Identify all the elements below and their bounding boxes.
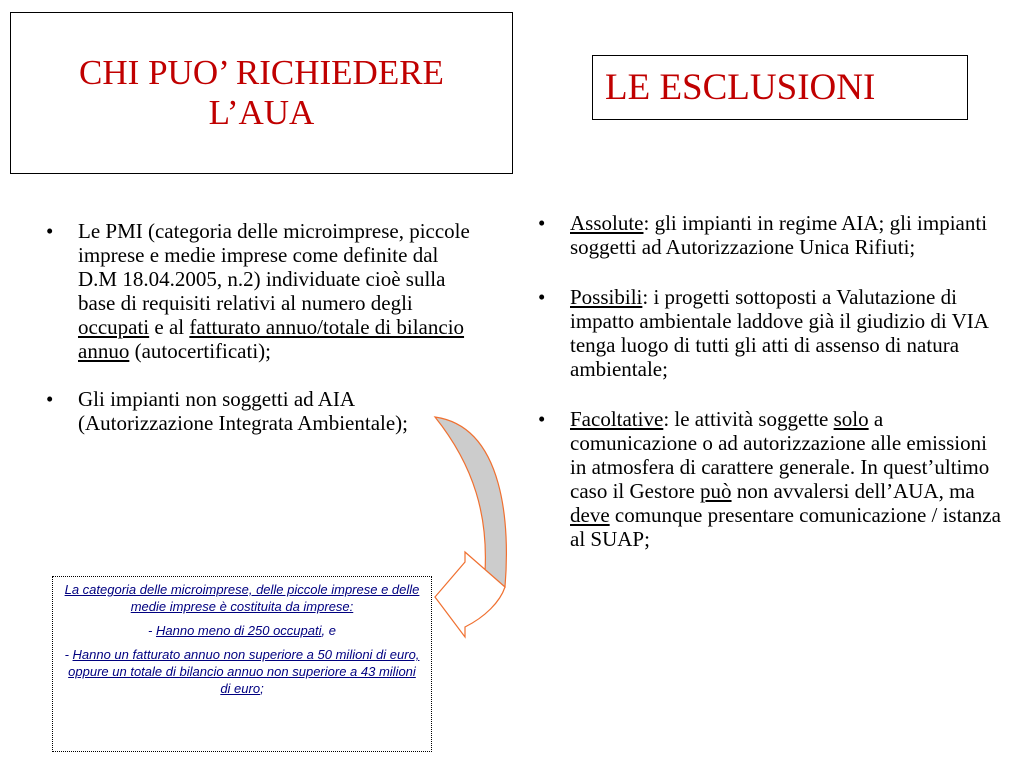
- note-item-2-dash: -: [64, 647, 73, 662]
- note-item-2-suffix: ;: [260, 681, 264, 696]
- curved-arrow-icon: [430, 412, 530, 647]
- bullet-facoltative-text-3: non avvalersi dell’AUA, ma: [731, 479, 975, 503]
- title-right-text: LE ESCLUSIONI: [605, 67, 876, 108]
- note-item-1: [63, 622, 421, 639]
- note-item-1-suffix: , e: [321, 623, 336, 638]
- note-item-2: [63, 646, 421, 697]
- title-left-line2: L’AUA: [208, 93, 315, 132]
- bullet-facoltative-text-1: : le attività soggette: [663, 407, 834, 431]
- right-bullet-list: [532, 211, 1004, 551]
- note-item-1-dash: -: [148, 623, 156, 638]
- bullet-facoltative-text-4: comunque presentare comunicazione / istanza al SUAP;: [570, 503, 1001, 551]
- bullet-pmi-text-1: Le PMI (categoria delle microimprese, piccole imprese e medie imprese come definite dal D.M 18.04.2005, n.2) individuate cioè sulla base di requisiti relativi al numero degli: [78, 219, 470, 315]
- bullet-pmi-text-3: (autocertificati);: [129, 339, 271, 363]
- bullet-facoltative-label: Facoltative: [570, 407, 664, 431]
- title-chi-puo-richiedere: [10, 12, 513, 174]
- pmi-definition-note: [52, 576, 432, 752]
- bullet-possibili: [532, 285, 1004, 381]
- bullet-facoltative: [532, 407, 1004, 551]
- left-bullet-list: [40, 219, 470, 435]
- bullet-facoltative-deve: deve: [570, 503, 610, 527]
- bullet-possibili-text: : i progetti sottoposti a Valutazione di impatto ambientale laddove già il giudizio di VIA tenga luogo di tutti gli atti di assenso di natura ambientale;: [570, 285, 988, 381]
- bullet-assolute: [532, 211, 1004, 259]
- bullet-pmi-text-2: e al: [149, 315, 190, 339]
- bullet-assolute-label: Assolute: [570, 211, 644, 235]
- bullet-impianti-text: Gli impianti non soggetti ad AIA (Autorizzazione Integrata Ambientale);: [78, 387, 409, 435]
- bullet-pmi-fatturato: fatturato annuo/totale di bilancio annuo: [78, 315, 465, 363]
- bullet-pmi-occupati: occupati: [78, 315, 150, 339]
- title-left-line1: CHI PUO’ RICHIEDERE: [79, 53, 444, 92]
- bullet-pmi: [40, 219, 470, 363]
- bullet-facoltative-text-2: a comunicazione o ad autorizzazione alle emissioni in atmosfera di carattere generale. In quest’ultimo caso il Gestore: [570, 407, 990, 503]
- note-item-1-text: Hanno meno di 250 occupati: [155, 623, 322, 638]
- note-intro: La categoria delle microimprese, delle piccole imprese e delle medie imprese è costituita da imprese:: [64, 582, 420, 614]
- bullet-assolute-text: : gli impianti in regime AIA; gli impianti soggetti ad Autorizzazione Unica Rifiuti;: [570, 211, 988, 259]
- title-le-esclusioni: [592, 55, 968, 120]
- bullet-possibili-label: Possibili: [570, 285, 643, 309]
- bullet-facoltative-solo: solo: [833, 407, 869, 431]
- bullet-impianti-non-aia: [40, 387, 470, 435]
- bullet-facoltative-puo: può: [700, 479, 732, 503]
- note-item-2-text: Hanno un fatturato annuo non superiore a 50 milioni di euro, oppure un totale di bilancio annuo non superiore a 43 milioni di euro: [68, 647, 420, 696]
